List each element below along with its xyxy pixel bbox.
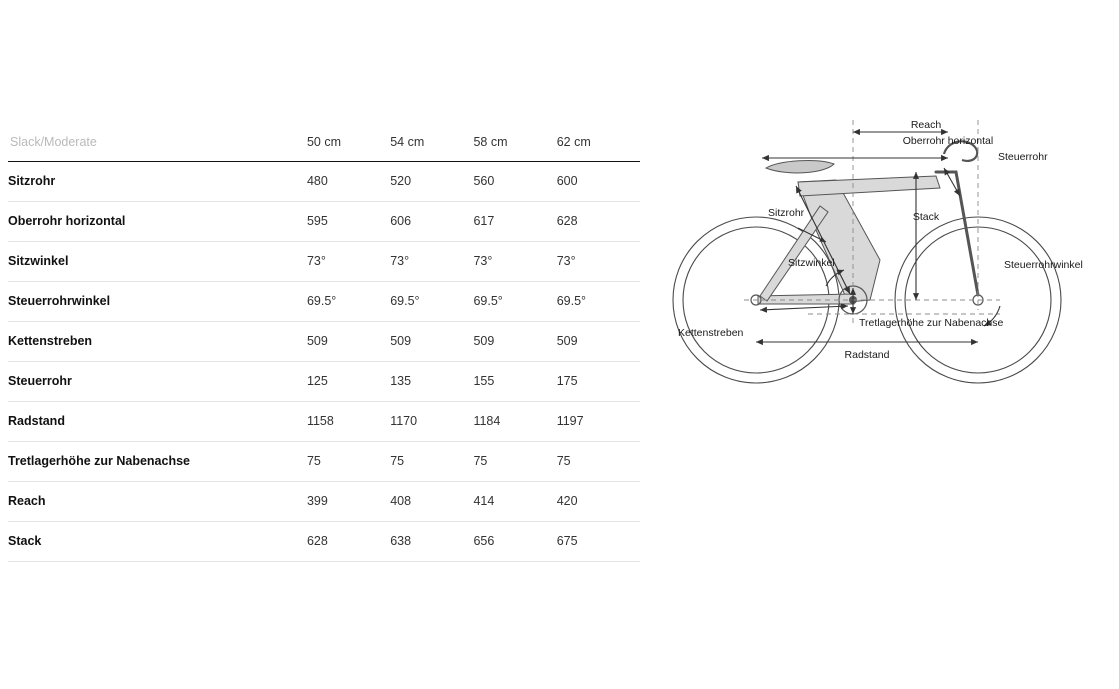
label-steuerrohrwinkel: Steuerrohrwinkel — [1004, 259, 1083, 271]
cell-value: 600 — [557, 161, 640, 201]
label-steuerrohr: Steuerrohr — [998, 151, 1048, 163]
table-row — [8, 481, 640, 521]
row-label: Stack — [8, 521, 307, 561]
cell-value: 73° — [307, 241, 390, 281]
cell-value: 480 — [307, 161, 390, 201]
cell-value: 1170 — [390, 401, 473, 441]
cell-value: 520 — [390, 161, 473, 201]
cell-value: 69.5° — [307, 281, 390, 321]
row-label: Tretlagerhöhe zur Nabenachse — [8, 441, 307, 481]
cell-value: 509 — [557, 321, 640, 361]
cell-value: 125 — [307, 361, 390, 401]
cell-value: 175 — [557, 361, 640, 401]
table-row — [8, 401, 640, 441]
cell-value: 1184 — [473, 401, 556, 441]
cell-value: 414 — [473, 481, 556, 521]
chainstay-arrow — [760, 306, 848, 310]
cell-value: 155 — [473, 361, 556, 401]
cell-value: 656 — [473, 521, 556, 561]
row-label: Steuerrohr — [8, 361, 307, 401]
table-row — [8, 321, 640, 361]
row-label: Oberrohr horizontal — [8, 201, 307, 241]
column-header-size-3: 58 cm — [473, 128, 556, 161]
cell-value: 617 — [473, 201, 556, 241]
label-stack: Stack — [912, 211, 940, 223]
table-row — [8, 441, 640, 481]
cell-value: 75 — [473, 441, 556, 481]
column-header-size-2: 54 cm — [390, 128, 473, 161]
row-label: Sitzwinkel — [8, 241, 307, 281]
column-header-category: Slack/Moderate — [8, 128, 307, 161]
row-label: Kettenstreben — [8, 321, 307, 361]
cell-value: 509 — [473, 321, 556, 361]
cell-value: 408 — [390, 481, 473, 521]
label-kettenstreben: Kettenstreben — [678, 327, 744, 339]
column-header-size-4: 62 cm — [557, 128, 640, 161]
table-row — [8, 161, 640, 201]
table-header — [8, 128, 640, 161]
cell-value: 595 — [307, 201, 390, 241]
cell-value: 420 — [557, 481, 640, 521]
construction-lines — [744, 120, 1000, 325]
cell-value: 399 — [307, 481, 390, 521]
bicycle-geometry-diagram — [648, 110, 1108, 390]
label-sitzrohr: Sitzrohr — [768, 207, 805, 219]
cell-value: 69.5° — [557, 281, 640, 321]
table-row — [8, 361, 640, 401]
diagram-labels — [678, 119, 1083, 361]
cell-value: 75 — [390, 441, 473, 481]
label-tretlager: Tretlagerhöhe zur Nabenachse — [859, 317, 1004, 329]
cell-value: 1158 — [307, 401, 390, 441]
column-header-size-1: 50 cm — [307, 128, 390, 161]
cell-value: 1197 — [557, 401, 640, 441]
cell-value: 628 — [307, 521, 390, 561]
row-label: Sitzrohr — [8, 161, 307, 201]
label-radstand: Radstand — [844, 349, 890, 361]
cell-value: 73° — [557, 241, 640, 281]
label-sitzwinkel: Sitzwinkel — [788, 257, 835, 269]
geometry-table — [8, 128, 640, 562]
table-row — [8, 281, 640, 321]
frame-shape — [758, 176, 940, 304]
row-label: Reach — [8, 481, 307, 521]
cell-value: 509 — [390, 321, 473, 361]
table-header-row — [8, 128, 640, 161]
row-label: Radstand — [8, 401, 307, 441]
cell-value: 638 — [390, 521, 473, 561]
table-row — [8, 241, 640, 281]
cell-value: 69.5° — [390, 281, 473, 321]
cell-value: 135 — [390, 361, 473, 401]
cell-value: 675 — [557, 521, 640, 561]
table-body — [8, 161, 640, 561]
label-reach: Reach — [910, 119, 942, 131]
saddle-icon — [766, 161, 834, 173]
cell-value: 509 — [307, 321, 390, 361]
cell-value: 73° — [473, 241, 556, 281]
cell-value: 75 — [307, 441, 390, 481]
row-label: Steuerrohrwinkel — [8, 281, 307, 321]
table-row — [8, 201, 640, 241]
cell-value: 606 — [390, 201, 473, 241]
cell-value: 75 — [557, 441, 640, 481]
cell-value: 628 — [557, 201, 640, 241]
label-oberrohr: Oberrohr horizontal — [902, 135, 994, 147]
cell-value: 73° — [390, 241, 473, 281]
geometry-table-container — [8, 128, 640, 562]
cell-value: 560 — [473, 161, 556, 201]
table-row — [8, 521, 640, 561]
cell-value: 69.5° — [473, 281, 556, 321]
